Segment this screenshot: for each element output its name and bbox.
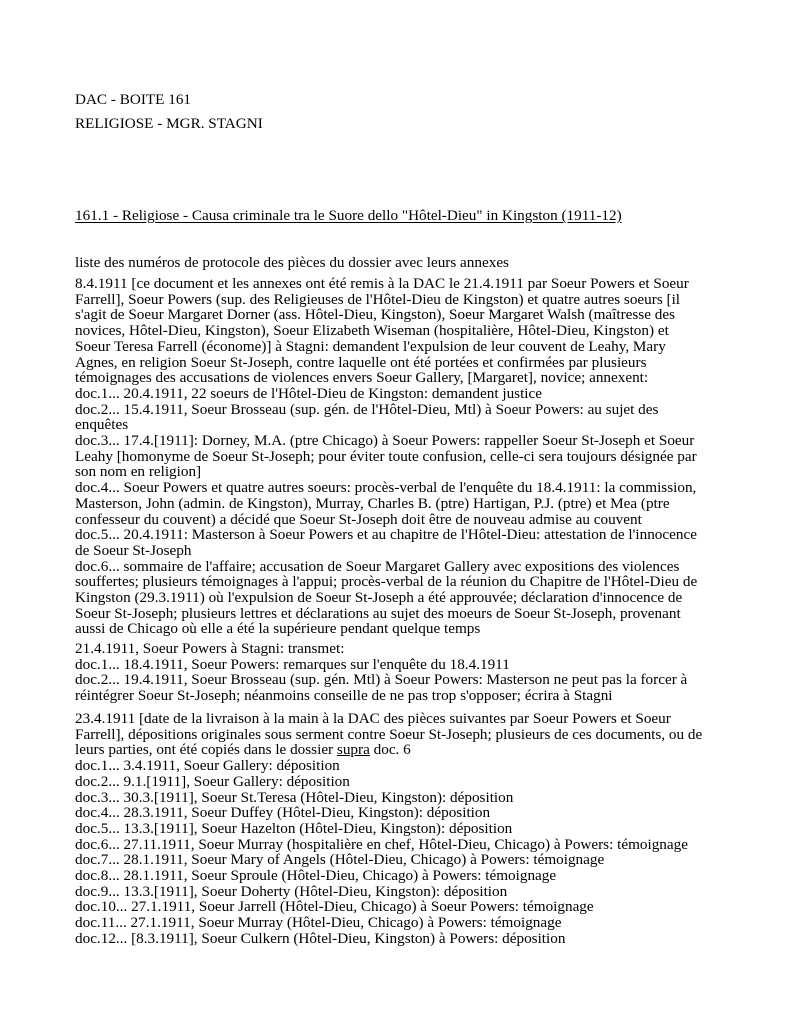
entry-block-21-4-1911 [75,641,715,704]
block-line: aussi de Chicago où elle a été la supérieure pendant quelque temps [75,620,481,638]
block-line: Soeur Teresa Farrell (économe)] à Stagni: demandent l'expulsion de leur couvent de Leahy, Mary [75,337,666,355]
document-entry: doc.6... 27.11.1911, Soeur Murray (hospitalière en chef, Hôtel-Dieu, Chicago) à Powers: témoignage [75,835,688,853]
archive-box-heading: DAC - BOITE 161 [75,91,192,108]
document-entry: doc.1... 3.4.1911, Soeur Gallery: déposition [75,757,340,775]
block-line: doc.1... 18.4.1911, Soeur Powers: remarques sur l'enquête du 18.4.1911 [75,655,510,673]
document-entry: doc.3... 30.3.[1911], Soeur St.Teresa (Hôtel-Dieu, Kingston): déposition [75,788,514,806]
document-entry: doc.4... 28.3.1911, Soeur Duffey (Hôtel-Dieu, Kingston): déposition [75,804,491,822]
document-entry: doc.10... 27.1.1911, Soeur Jarrell (Hôtel-Dieu, Chicago) à Soeur Powers: témoignage [75,898,594,916]
block-line: confesseur du couvent) a décidé que Soeur St-Joseph doit être de nouveau admise au couvent [75,510,642,528]
block-line: doc.3... 17.4.[1911]: Dorney, M.A. (ptre Chicago) à Soeur Powers: rappeller Soeur St-Joseph et Soeur [75,432,695,450]
archive-subject-heading: RELIGIOSE - MGR. STAGNI [75,115,263,132]
block-line: doc.4... Soeur Powers et quatre autres soeurs: procès-verbal de l'enquête du 18.4.1911: la commission, [75,479,697,497]
block-line: novices, Hôtel-Dieu, Kingston), Soeur Elizabeth Wiseman (hospitalière, Hôtel-Dieu, Kingston) et [75,322,669,340]
block-line: Leahy [homonyme de Soeur St-Joseph; pour éviter toute confusion, celle-ci sera toujours désignée par [75,447,697,465]
block-line: Kingston (29.3.1911) où l'expulsion de Soeur St-Joseph a été approuvée; déclaration d'innocence de [75,589,683,607]
document-entry: doc.11... 27.1.1911, Soeur Murray (Hôtel-Dieu, Chicago) à Powers: témoignage [75,914,562,932]
block-line: doc.1... 20.4.1911, 22 soeurs de l'Hôtel-Dieu de Kingston: demandent justice [75,384,542,402]
section-title: 161.1 - Religiose - Causa criminale tra le Suore dello "Hôtel-Dieu" in Kingston (1911-12) [75,207,622,224]
block-line: doc.2... 15.4.1911, Soeur Brosseau (sup. gén. de l'Hôtel-Dieu, Mtl) à Soeur Powers: au sujet des [75,400,659,418]
block-line: Masterson, John (admin. de Kingston), Murray, Charles B. (ptre) Hartigan, P.J. (ptre) et Mea (ptre [75,494,670,512]
intro-line: liste des numéros de protocole des pièces du dossier avec leurs annexes [75,254,509,271]
block-line: doc.5... 20.4.1911: Masterson à Soeur Powers et au chapitre de l'Hôtel-Dieu: attestation de l'innocence [75,526,697,544]
block-line [75,742,715,758]
block-line: s'agit de Soeur Margaret Dorner (ass. Hôtel-Dieu, Kingston), Soeur Margaret Walsh (maîtresse des [75,306,676,324]
document-entry: doc.9... 13.3.[1911], Soeur Doherty (Hôtel-Dieu, Kingston): déposition [75,882,508,900]
entry-block-8-4-1911 [75,276,715,637]
block-line: Soeur St-Joseph; plusieurs lettres et déclarations au sujet des moeurs de Soeur St-Joseph, provenant [75,604,681,622]
document-entry: doc.5... 13.3.[1911], Soeur Hazelton (Hôtel-Dieu, Kingston): déposition [75,819,513,837]
block-line: témoignages des accusations de violences envers Soeur Gallery, [Margaret], novice; annexent: [75,369,649,387]
line-prefix: leurs parties, ont été copiés dans le dossier [75,741,337,759]
document-entry: doc.2... 9.1.[1911], Soeur Gallery: déposition [75,772,350,790]
block-line: souffertes; plusieurs témoignages à l'appui; procès-verbal de la réunion du Chapitre de l'Hôtel-Dieu de [75,573,698,591]
block-line: enquêtes [75,416,129,434]
supra-reference: supra [336,741,370,759]
block-line: 23.4.1911 [date de la livraison à la main à la DAC des pièces suivantes par Soeur Powers et Soeur [75,710,671,727]
block-line: doc.6... sommaire de l'affaire; accusation de Soeur Margaret Gallery avec expositions des violences [75,557,680,575]
block-line: 8.4.1911 [ce document et les annexes ont été remis à la DAC le 21.4.1911 par Soeur Powers et Soeur [75,275,689,292]
line-suffix: doc. 6 [369,741,411,759]
block-line: Agnes, en religion Soeur St-Joseph, contre laquelle ont été portées et confirmées par plusieurs [75,353,647,371]
block-line: Farrell], Soeur Powers (sup. des Religieuses de l'Hôtel-Dieu de Kingston) et quatre autres soeurs [il [75,290,681,308]
block-line: son nom en religion] [75,463,202,481]
block-line: réintégrer Soeur St-Joseph; néanmoins conseille de ne pas trop s'opposer; écrira à Stagni [75,687,613,705]
document-entry: doc.7... 28.1.1911, Soeur Mary of Angels (Hôtel-Dieu, Chicago) à Powers: témoignage [75,851,605,869]
block-line: 21.4.1911, Soeur Powers à Stagni: transmet: [75,640,345,657]
entry-block-23-4-1911 [75,711,715,947]
document-entry: doc.8... 28.1.1911, Soeur Sproule (Hôtel-Dieu, Chicago) à Powers: témoignage [75,867,557,885]
document-entry: doc.12... [8.3.1911], Soeur Culkern (Hôtel-Dieu, Kingston) à Powers: déposition [75,929,566,947]
block-line: Farrell], dépositions originales sous serment contre Soeur St-Joseph; plusieurs de ces documents, ou de [75,725,703,743]
block-line: doc.2... 19.4.1911, Soeur Brosseau (sup. gén. Mtl) à Soeur Powers: Masterson ne peut pas la forcer à [75,671,688,689]
block-line: de Soeur St-Joseph [75,541,192,559]
